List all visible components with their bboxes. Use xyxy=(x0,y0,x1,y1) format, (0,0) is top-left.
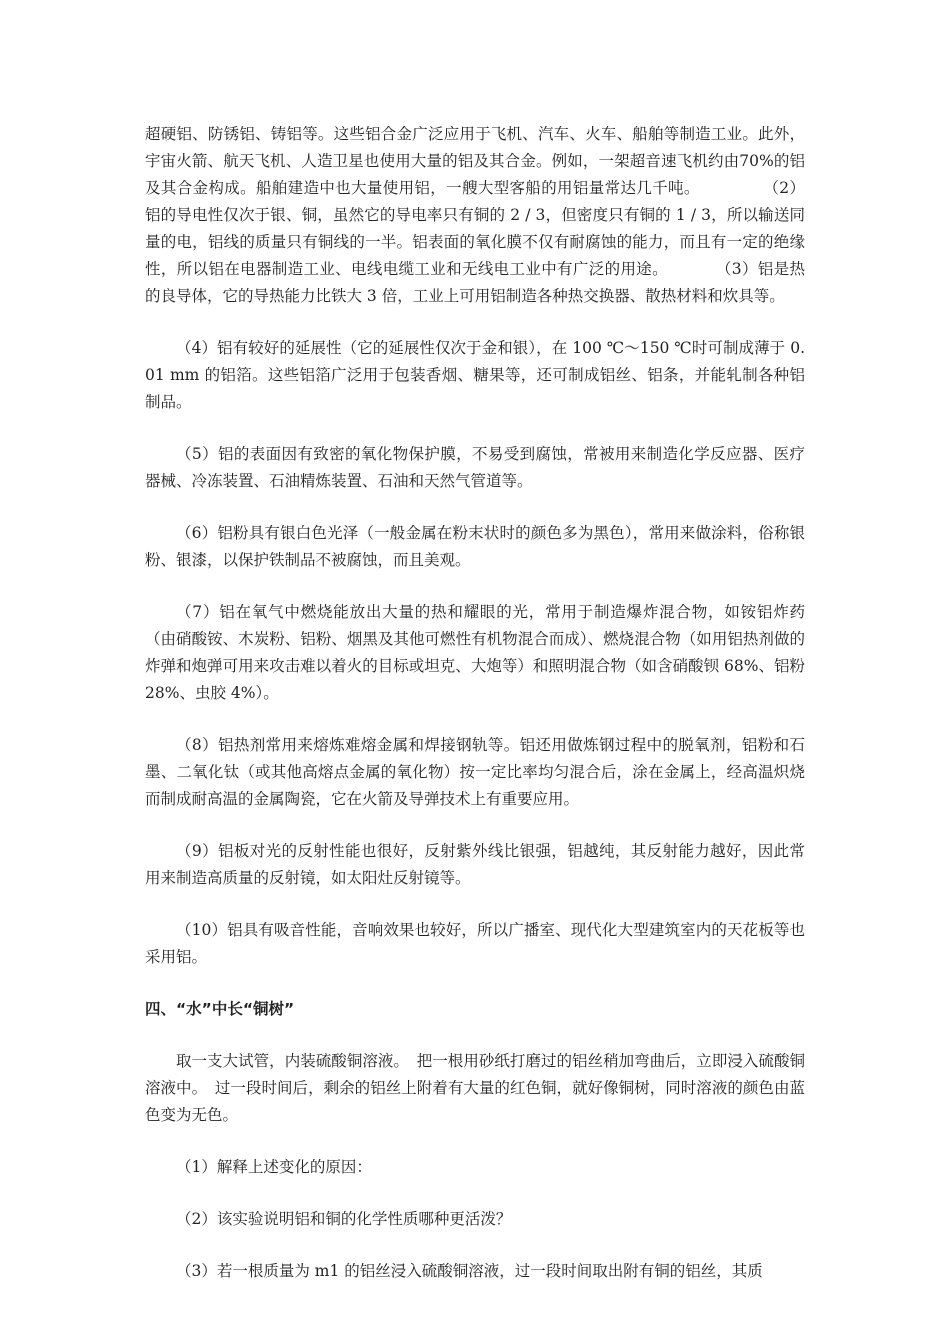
paragraph-reflectivity: （9）铝板对光的反射性能也很好，反射紫外线比银强，铝越纯，其反射能力越好，因此常用来制造高质量的反射镜，如太阳灶反射镜等。 xyxy=(145,842,805,887)
paragraph-experiment: 取一支大试管，内装硫酸铜溶液。 把一根用砂纸打磨过的铝丝稍加弯曲后，立即浸入硫酸铜溶液中。 过一段时间后，剩余的铝丝上附着有大量的红色铜，就好像铜树，同时溶液的颜色由蓝色变为无色。 xyxy=(145,1052,805,1124)
question-3: （3）若一根质量为 m1 的铝丝浸入硫酸铜溶液，过一段时间取出附有铜的铝丝，其质 xyxy=(176,1262,763,1280)
paragraph-acoustics: （10）铝具有吸音性能，音响效果也较好，所以广播室、现代化大型建筑室内的天花板等也采用铝。 xyxy=(145,921,805,966)
paragraph-combustion: （7）铝在氧气中燃烧能放出大量的热和耀眼的光，常用于制造爆炸混合物，如铵铝炸药（由硝酸铵、木炭粉、铝粉、烟黑及其他可燃性有机物混合而成）、燃烧混合物（如用铝热剂做的炸弹和炮弹可用来攻击难以着火的目标或坦克、大炮等）和照明混合物（如含硝酸钡 68%、铝粉 28%、虫胶 4%）。 xyxy=(145,603,810,702)
question-1: （1）解释上述变化的原因： xyxy=(176,1158,372,1176)
document-content xyxy=(145,121,810,1310)
paragraph-aluminum-alloys-conductivity: 超硬铝、防锈铝、铸铝等。这些铝合金广泛应用于飞机、汽车、火车、船舶等制造工业。此外，宇宙火箭、航天飞机、人造卫星也使用大量的铝及其合金。例如，一架超音速飞机约由70%的铝及其合金构成。船舶建造中也大量使用铝，一艘大型客船的用铝量常达几千吨。 （2）铝的导电性仅次于银、铜，虽然它的导电率只有铜的 2 / 3，但密度只有铜的 1 / 3，所以输送同量的电，铝线的质量只有铜线的一半。铝表面的氧化膜不仅有耐腐蚀的能力，而且有一定的绝缘性，所以铝在电器制造工业、电线电缆工业和无线电工业中有广泛的用途。 （3）铝是热的良导体，它的导热能力比铁大 3 倍，工业上可用铝制造各种热交换器、散热材料和炊具等。 xyxy=(145,125,805,305)
paragraph-ductility: （4）铝有较好的延展性（它的延展性仅次于金和银），在 100 ℃～150 ℃时可制成薄于 0.01 mm 的铝箔。这些铝箔广泛用于包装香烟、糖果等，还可制成铝丝、铝条，并能轧制各种铝制品。 xyxy=(145,339,805,411)
question-2: （2）该实验说明铝和铜的化学性质哪种更活泼？ xyxy=(176,1210,512,1228)
paragraph-thermite: （8）铝热剂常用来熔炼难熔金属和焊接钢轨等。铝还用做炼钢过程中的脱氧剂，铝粉和石墨、二氧化钛（或其他高熔点金属的氧化物）按一定比率均匀混合后，涂在金属上，经高温炽烧而制成耐高温的金属陶瓷，它在火箭及导弹技术上有重要应用。 xyxy=(145,736,805,808)
paragraph-corrosion-resistance: （5）铝的表面因有致密的氧化物保护膜，不易受到腐蚀，常被用来制造化学反应器、医疗器械、冷冻装置、石油精炼装置、石油和天然气管道等。 xyxy=(145,445,805,490)
paragraph-silver-powder: （6）铝粉具有银白色光泽（一般金属在粉末状时的颜色多为黑色），常用来做涂料，俗称银粉、银漆，以保护铁制品不被腐蚀，而且美观。 xyxy=(145,524,805,569)
section-heading: 四、“水”中长“铜树” xyxy=(145,1000,295,1018)
